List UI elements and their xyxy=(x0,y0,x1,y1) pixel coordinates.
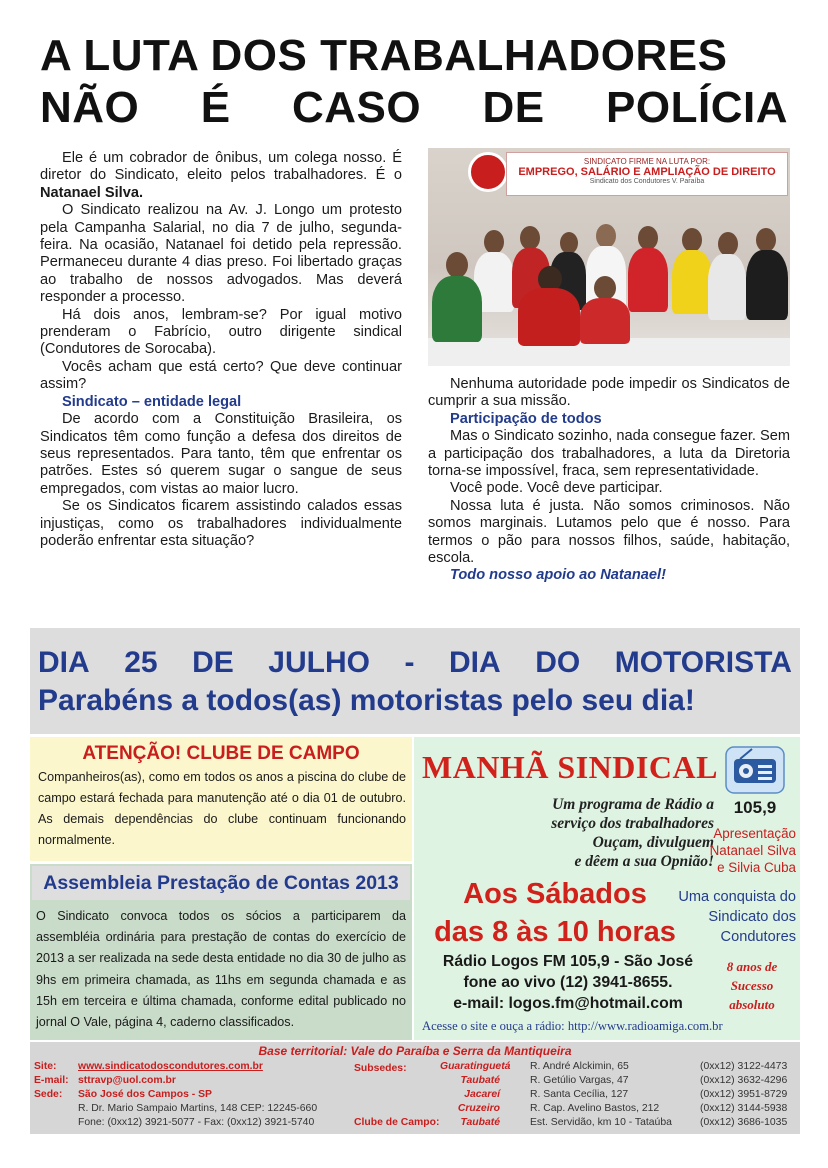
article-paragraph: Vocês acham que está certo? Que deve continuar assim? xyxy=(40,358,402,393)
banner-foot-text: Sindicato dos Condutores V. Paraíba xyxy=(589,178,705,185)
band-word: MOTORISTA xyxy=(614,646,792,679)
contact-line: Rádio Logos FM 105,9 - São José xyxy=(442,953,694,970)
article-paragraph: Nossa luta é justa. Não somos criminosos. Não somos marginais. Lutamos pelo que é nosso. Para termos o pão para nossos filhos, saúde, habitação, escola. xyxy=(428,497,790,567)
article-closing: Todo nosso apoio ao Natanael! xyxy=(450,567,666,584)
manha-website: Acesse o site e ouça a rádio: http://www.radioamiga.com.br xyxy=(422,1019,723,1033)
band-subtitle: Parabéns a todos(as) motoristas pelo seu dia! xyxy=(38,684,695,717)
footer-sede-phone: Fone: (0xx12) 3921-5077 - Fax: (0xx12) 3921-5740 xyxy=(78,1117,315,1128)
assembleia-body: O Sindicato convoca todos os sócios a participarem da assembléia ordinária para prestação de contas do exercício de 2013 a ser realizada na sede desta entidade no dia 30 de julho as 9hs em primeira chamada, as 11hs em segunda chamada e as 15h em terceira e última chamada, conforme edital publicado no jornal O Vale, página 4, caderno classificados. xyxy=(36,909,406,1030)
person-body xyxy=(672,250,712,314)
presenters-line: Apresentação xyxy=(713,826,796,841)
footer-site-link[interactable]: www.sindicatodoscondutores.com.br xyxy=(78,1061,263,1072)
headline-word: POLÍCIA xyxy=(606,83,788,132)
assembleia-box xyxy=(30,864,412,1040)
assembleia-header xyxy=(32,866,410,900)
article-column-left xyxy=(40,150,402,550)
contact-line: e-mail: logos.fm@hotmail.com xyxy=(453,995,683,1012)
person-head xyxy=(484,230,504,254)
manha-presenters xyxy=(684,825,796,876)
program-line: serviço dos trabalhadores xyxy=(551,815,714,832)
person-head xyxy=(596,224,616,248)
person-head xyxy=(560,232,578,254)
page-headline xyxy=(40,30,788,134)
article-subheading: Sindicato – entidade legal xyxy=(62,393,242,410)
person-body xyxy=(708,254,746,320)
anniversary-line: Sucesso absoluto xyxy=(729,978,775,1012)
person-head xyxy=(756,228,776,252)
subsede-phone: (0xx12) 3144-5938 xyxy=(700,1103,788,1114)
subsede-address: Est. Servidão, km 10 - Tataúba xyxy=(530,1117,672,1128)
person-body xyxy=(746,250,788,320)
band-title xyxy=(38,646,792,680)
program-line: e dêem a sua Opnião! xyxy=(574,853,714,870)
clube-title: ATENÇÃO! CLUBE DE CAMPO xyxy=(82,743,360,764)
group-photo xyxy=(428,148,790,366)
manha-sindical-box xyxy=(414,737,800,1040)
banner-small-text: SINDICATO FIRME NA LUTA POR: xyxy=(583,157,711,166)
article-column-right xyxy=(428,376,790,585)
person-head xyxy=(520,226,540,250)
manha-schedule xyxy=(430,875,680,951)
subsede-address: R. Cap. Avelino Bastos, 212 xyxy=(530,1103,660,1114)
subsede-city: Taubaté xyxy=(460,1075,500,1086)
person-head xyxy=(594,276,616,300)
union-logo xyxy=(468,152,508,192)
manha-title: MANHÃ SINDICAL xyxy=(422,749,718,785)
anniversary-line: 8 anos de xyxy=(726,959,778,974)
article-paragraph: Nenhuma autoridade pode impedir os Sindicatos de cumprir a sua missão. xyxy=(428,376,790,410)
article-text: Ele é um cobrador de ônibus, um colega nosso. É diretor do Sindicato, eleito pelos trabalhadores. É o xyxy=(40,150,402,184)
band-word: DIA xyxy=(38,646,90,679)
manha-anniversary xyxy=(708,957,796,1014)
conquista-line: Uma conquista do xyxy=(678,889,796,905)
headline-line-1: A LUTA DOS TRABALHADORES xyxy=(40,31,728,80)
headline-word: É xyxy=(200,83,231,132)
band-word: DIA xyxy=(449,646,501,679)
band-word: DO xyxy=(535,646,581,679)
footer-sede-address: R. Dr. Mario Sampaio Martins, 148 CEP: 12245-660 xyxy=(78,1103,318,1114)
conquista-line: Condutores xyxy=(720,929,796,945)
subsede-phone: (0xx12) 3951-8729 xyxy=(700,1089,788,1100)
subsede-phone: (0xx12) 3122-4473 xyxy=(700,1061,788,1072)
subsede-city: Taubaté xyxy=(460,1117,500,1128)
subsede-address: R. Getúlio Vargas, 47 xyxy=(530,1075,629,1086)
person-body xyxy=(518,288,580,346)
footer-sede-city: São José dos Campos - SP xyxy=(78,1089,212,1100)
person-head xyxy=(638,226,658,250)
article-subheading: Participação de todos xyxy=(450,410,602,427)
schedule-line: das 8 às 10 horas xyxy=(434,916,676,948)
schedule-line: Aos Sábados xyxy=(463,878,647,910)
manha-contact xyxy=(430,951,706,1014)
headline-line-2 xyxy=(40,82,788,134)
program-line: Ouçam, divulguem xyxy=(592,834,714,851)
article-paragraph: De acordo com a Constituição Brasileira, os Sindicatos têm como função a defesa dos direitos de seus representados. Para tanto, têm que enfrentar os patrões. Estes só querem sugar o sangue de seus empregados, com vistas ao maior lucro. xyxy=(40,411,402,497)
band-word: - xyxy=(404,646,415,679)
person-head xyxy=(446,252,468,278)
footer-sede-label: Sede: xyxy=(34,1089,63,1100)
article-paragraph: Mas o Sindicato sozinho, nada consegue fazer. Sem a participação dos trabalhadores, a luta da Diretoria torna-se impossível, fraca, sem representatividade. xyxy=(428,428,790,480)
article-paragraph: Há dois anos, lembram-se? Por igual motivo prenderam o Fabrício, outro dirigente sindical (Condutores de Sorocaba). xyxy=(40,306,402,358)
footer-email-label: E-mail: xyxy=(34,1075,69,1086)
clube-body: Companheiros(as), como em todos os anos a piscina do clube de campo estará fechada para manutenção até o dia 01 de outubro. As demais dependências do clube continuam funcionando normalmente. xyxy=(38,770,406,847)
article-paragraph xyxy=(40,150,402,202)
footer-contacts xyxy=(30,1042,800,1134)
program-line: Um programa de Rádio a xyxy=(552,796,714,813)
presenters-line: e Silvia Cuba xyxy=(717,860,796,875)
headline-word: CASO xyxy=(291,83,422,132)
person-body xyxy=(432,276,482,342)
footer-subsedes-label: Subsedes: xyxy=(354,1063,407,1074)
person-body xyxy=(580,298,630,344)
contact-line: fone ao vivo (12) 3941-8655. xyxy=(463,974,673,991)
conquista-line: Sindicato dos xyxy=(708,909,796,925)
footer-email-link[interactable]: sttravp@uol.com.br xyxy=(78,1075,176,1086)
banner-main-text: EMPREGO, SALÁRIO E AMPLIAÇÃO DE DIREITO xyxy=(518,166,776,178)
article-paragraph: O Sindicato realizou na Av. J. Longo um protesto pela Campanha Salarial, no dia 7 de julho, segunda-feira. Na ocasião, Natanael foi detido pela repressão. Permaneceu durante 4 dias preso. Foi libertado graças ao trabalho de nossos advogados. Mas deverá responder a processo. xyxy=(40,202,402,306)
presenters-line: Natanael Silva xyxy=(709,843,796,858)
headline-word: DE xyxy=(482,83,545,132)
radio-icon xyxy=(722,745,788,817)
radio-frequency: 105,9 xyxy=(733,798,777,817)
person-head xyxy=(682,228,702,252)
clube-notice-box xyxy=(30,737,412,861)
article-paragraph: Se os Sindicatos ficarem assistindo calados essas injustiças, como os trabalhadores individualmente poderão enfrentar esta situação? xyxy=(40,498,402,549)
footer-base-territorial: Base territorial: Vale do Paraíba e Serra da Mantiqueira xyxy=(258,1044,572,1058)
article-paragraph: Você pode. Você deve participar. xyxy=(450,480,663,497)
subsede-phone: (0xx12) 3632-4296 xyxy=(700,1075,788,1086)
subsede-phone: (0xx12) 3686-1035 xyxy=(700,1117,788,1128)
motorista-day-band xyxy=(30,628,800,734)
assembleia-title: Assembleia Prestação de Contas 2013 xyxy=(43,872,399,894)
headline-word: NÃO xyxy=(40,83,140,132)
person-head xyxy=(718,232,738,256)
band-word: DE xyxy=(192,646,234,679)
subsede-city: Guaratinguetá xyxy=(440,1061,511,1072)
band-word: 25 xyxy=(124,646,158,679)
photo-banner xyxy=(506,152,788,196)
article-name: Natanael Silva. xyxy=(40,184,144,201)
band-word: JULHO xyxy=(268,646,370,679)
subsede-address: R. Santa Cecília, 127 xyxy=(530,1089,629,1100)
person-body xyxy=(628,248,668,312)
footer-site-label: Site: xyxy=(34,1061,57,1072)
subsede-city: Cruzeiro xyxy=(457,1103,500,1114)
footer-clube-label: Clube de Campo: xyxy=(354,1117,440,1128)
manha-program-text xyxy=(454,795,714,871)
subsede-address: R. André Alckimin, 65 xyxy=(530,1061,629,1072)
subsede-city: Jacareí xyxy=(464,1089,500,1100)
